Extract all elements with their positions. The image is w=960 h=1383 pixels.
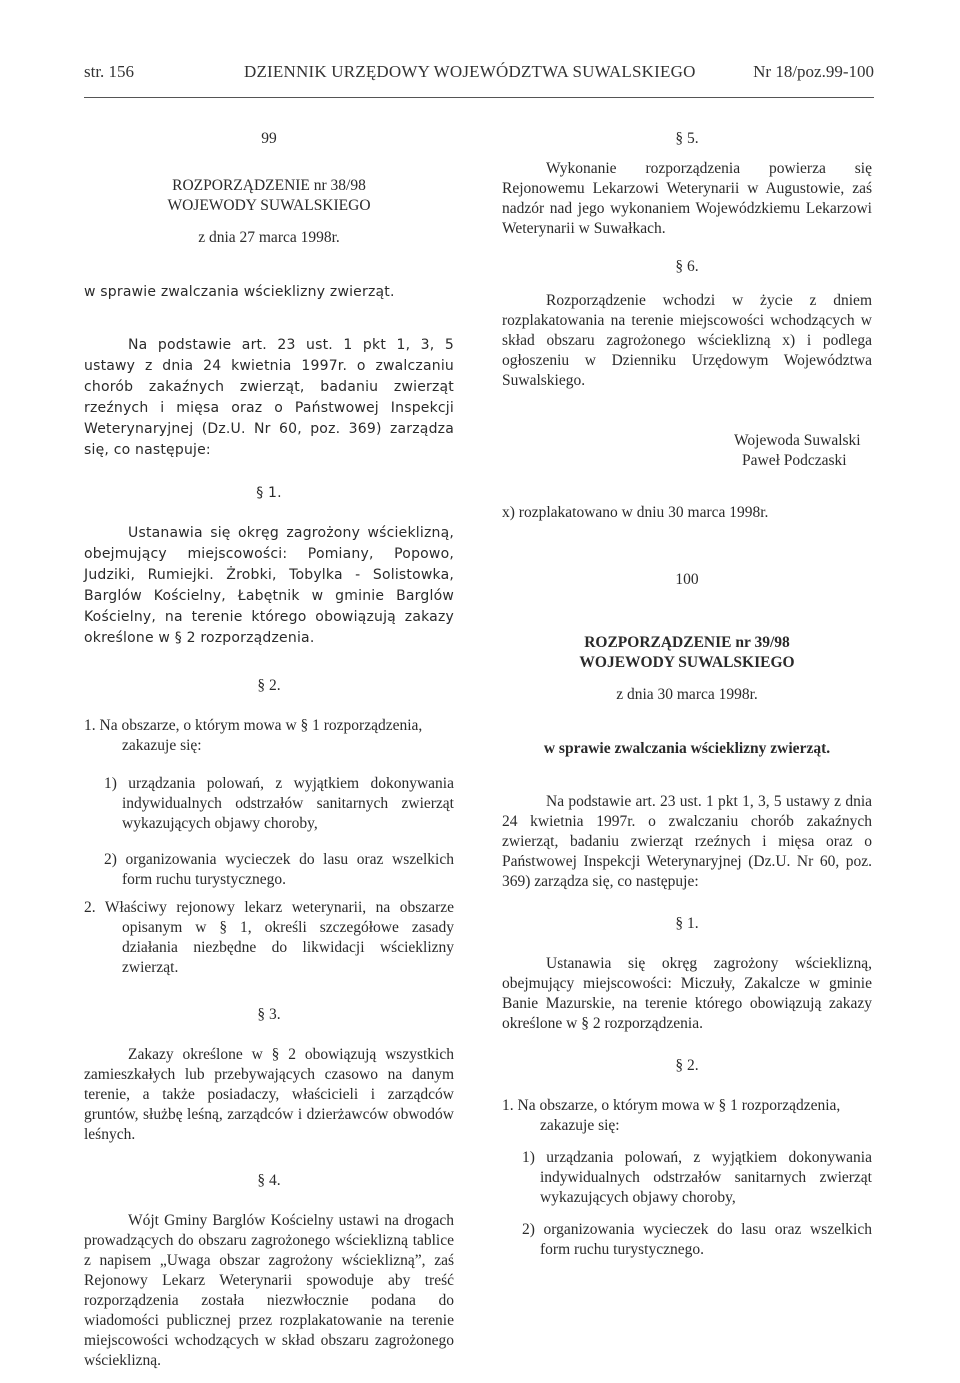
section-3-text: Zakazy określone w § 2 obowiązują wszystkich zamieszkałych lub przebywających czasowo na danym terenie, a także posiadaczy, właścicieli i zarządców gruntów, służbę leśną, zarządców i dzierżawców obwodów leśnych.	[84, 1046, 454, 1143]
right-column	[502, 110, 872, 1260]
regulation-date-2: z dnia 30 marca 1998r.	[616, 686, 758, 703]
section-1-text: Ustanawia się okręg zagrożony wścieklizną, obejmujący miejscowości: Pomiany, Popowo, Judziki, Rumiejki. Żrobki, Tobylka - Solistowka, Barglów Kościelny, Łabętnik w gminie Barglów Kościelny, na terenie którego obowiązują zakazy określone w § 2 rozporządzenia.	[84, 525, 454, 646]
section-5-heading: § 5.	[675, 130, 699, 147]
section-2-item-2: 2) organizowania wycieczek do lasu oraz wszelkich form ruchu turystycznego.	[104, 851, 454, 888]
issue-number: Nr 18/poz.99-100	[753, 62, 874, 81]
section-2-paragraph-1: 1. Na obszarze, o którym mowa w § 1 rozporządzenia, zakazuje się:	[84, 717, 423, 754]
regulation-date: z dnia 27 marca 1998r.	[198, 229, 340, 246]
section-2-heading: § 2.	[257, 677, 281, 694]
section-2-paragraph-1-2: 1. Na obszarze, o którym mowa w § 1 rozporządzenia, zakazuje się:	[502, 1097, 841, 1134]
journal-title: DZIENNIK URZĘDOWY WOJEWÓDZTWA SUWALSKIEGO	[244, 62, 696, 81]
section-4-heading: § 4.	[257, 1172, 281, 1189]
regulation-authority: WOJEWODY SUWALSKIEGO	[167, 197, 371, 214]
left-column	[84, 110, 454, 1371]
regulation-title-2: ROZPORZĄDZENIE nr 39/98	[584, 634, 790, 651]
signer-name: Paweł Podczaski	[742, 452, 847, 469]
regulation-number-2: 100	[675, 571, 699, 588]
section-2-item-2-2: 2) organizowania wycieczek do lasu oraz wszelkich form ruchu turystycznego.	[522, 1221, 872, 1258]
section-3-heading: § 3.	[257, 1006, 281, 1023]
regulation-title: ROZPORZĄDZENIE nr 38/98	[172, 177, 366, 194]
regulation-preamble: Na podstawie art. 23 ust. 1 pkt 1, 3, 5 ustawy z dnia 24 kwietnia 1997r. o zwalczaniu chorób zakaźnych zwierząt, badaniu zwierząt rzeźnych i mięsa oraz o Państwowej Inspekcji Weterynaryjnej (Dz.U. Nr 60, poz. 369) zarządza się, co następuje:	[84, 337, 454, 458]
regulation-preamble-2: Na podstawie art. 23 ust. 1 pkt 1, 3, 5 ustawy z dnia 24 kwietnia 1997r. o zwalczaniu chorób zakaźnych zwierząt, badaniu zwierząt rzeźnych i mięsa oraz o Państwowej Inspekcji Weterynaryjnej (Dz.U. Nr 60, poz. 369) zarządza się, co następuje:	[502, 793, 872, 890]
page-number: str. 156	[84, 62, 135, 81]
footnote: x) rozplakatowano w dniu 30 marca 1998r.	[502, 504, 769, 521]
regulation-authority-2: WOJEWODY SUWALSKIEGO	[579, 654, 795, 671]
regulation-subject: w sprawie zwalczania wścieklizny zwierząt.	[84, 284, 395, 300]
section-6-text: Rozporządzenie wchodzi w życie z dniem rozplakatowania na terenie miejscowości wchodzących w skład obszaru zagrożonego wścieklizną x) i podlega ogłoszeniu w Dzienniku Urzędowym Województwa Suwalskiego.	[502, 292, 872, 389]
section-2-item-1-2: 1) urządzania polowań, z wyjątkiem dokonywania indywidualnych odstrzałów sanitarnych zwierząt wykazujących objawy choroby,	[522, 1149, 872, 1206]
section-1-text-2: Ustanawia się okręg zagrożony wścieklizną, obejmujący miejscowości: Miczuły, Zakalcze w gminie Banie Mazurskie, na terenie którego obowiązują zakazy określone w § 2 rozporządzenia.	[502, 955, 872, 1032]
section-6-heading: § 6.	[675, 258, 699, 275]
section-1-heading: § 1.	[256, 485, 282, 501]
section-1-heading-2: § 1.	[675, 915, 699, 932]
header-rule	[84, 97, 874, 98]
section-2-item-1: 1) urządzania polowań, z wyjątkiem dokonywania indywidualnych odstrzałów sanitarnych zwierząt wykazujących objawy choroby,	[104, 775, 454, 832]
regulation-number: 99	[261, 130, 277, 147]
regulation-subject-2: w sprawie zwalczania wścieklizny zwierząt.	[543, 740, 831, 757]
signer-title: Wojewoda Suwalski	[734, 432, 861, 449]
section-2-paragraph-2: 2. Właściwy rejonowy lekarz weterynarii, na obszarze opisanym w § 1, określi szczegółowe zasady działania niezbędne do likwidacji wścieklizny zwierząt.	[84, 899, 454, 976]
section-5-text: Wykonanie rozporządzenia powierza się Rejonowemu Lekarzowi Weterynarii w Augustowie, zaś nadzór nad jego wykonaniem Wojewódzkiemu Lekarzowi Weterynarii w Suwałkach.	[502, 160, 872, 237]
section-2-heading-2: § 2.	[675, 1057, 699, 1074]
section-4-text: Wójt Gminy Barglów Kościelny ustawi na drogach prowadzących do obszaru zagrożonego wścieklizną tablice z napisem „Uwaga obszar zagrożony wścieklizną”, zaś Rejonowy Lekarz Weterynarii spowoduje aby treść rozporządzenia została niezwłocznie podana do wiadomości publicznej przez rozplakatowanie na terenie miejscowości wchodzących w skład obszaru zagrożonego wścieklizną.	[84, 1212, 454, 1369]
